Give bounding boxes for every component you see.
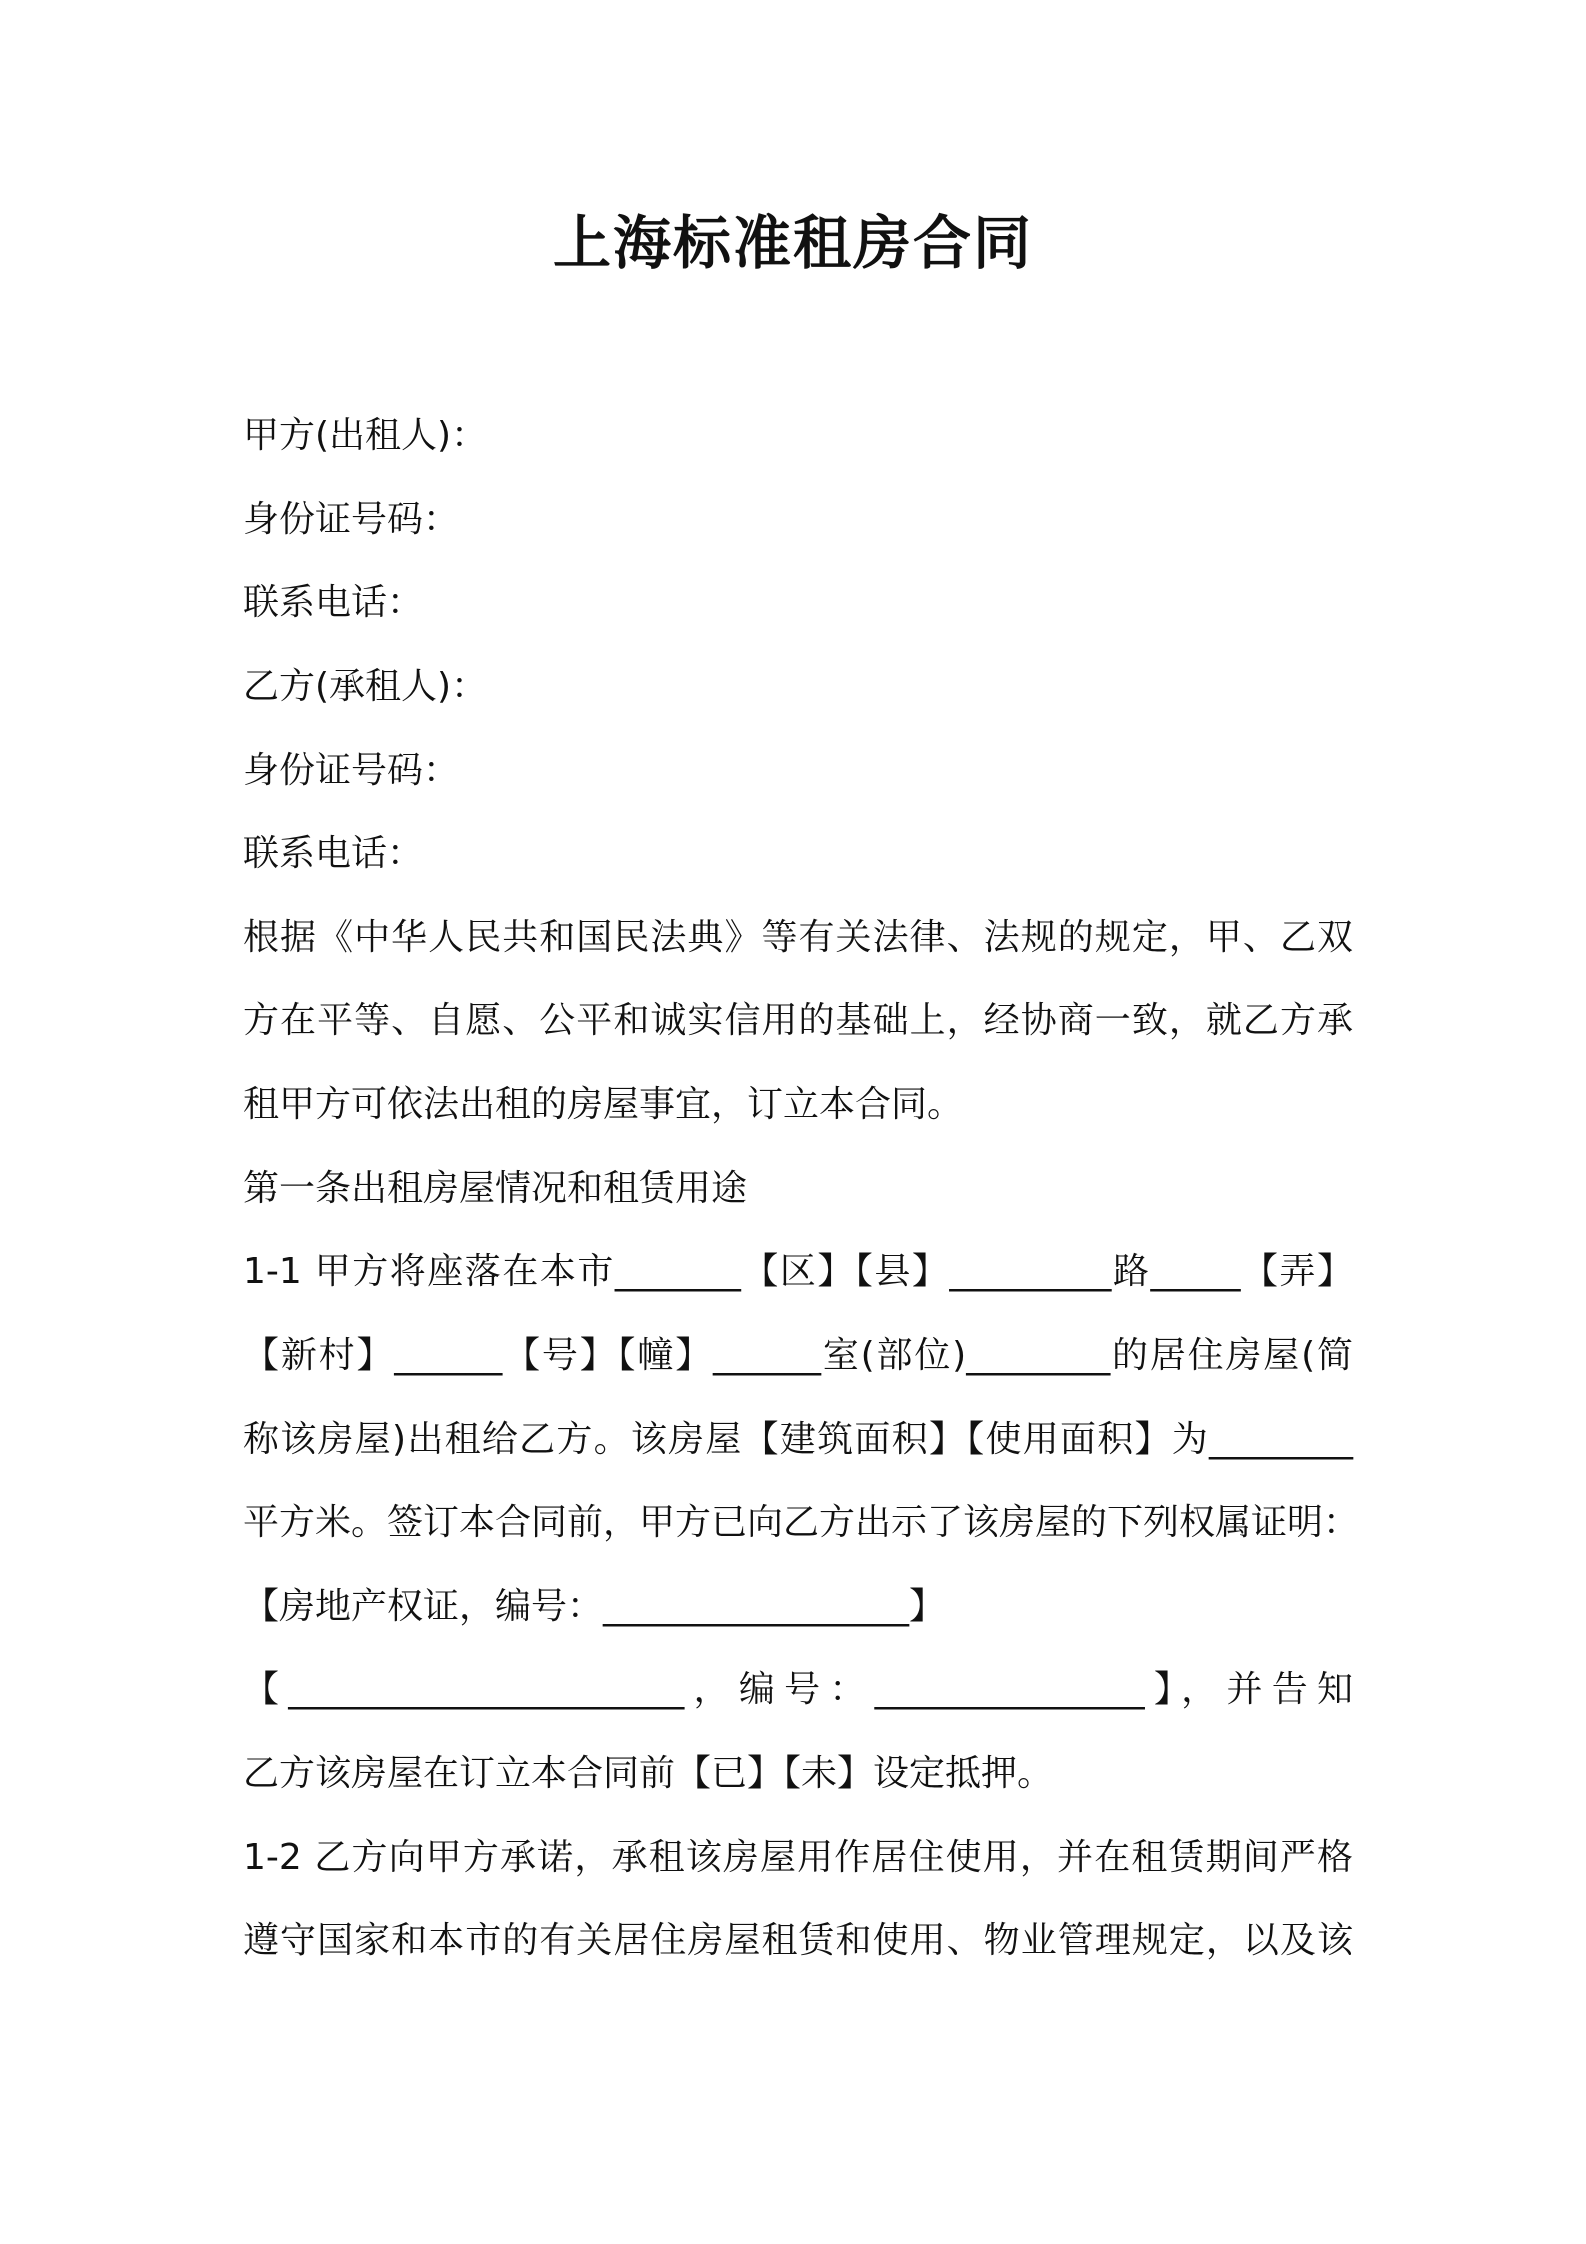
party-a-id-label: 身份证号码：	[243, 499, 460, 540]
clause-1-1-line: 1-1 甲方将座落在本市_______【区】【县】_________路_____【弄】	[243, 1251, 1353, 1292]
party-b-label: 乙方(承租人)：	[243, 666, 488, 707]
clause-1-1-line: 乙方该房屋在订立本合同前【已】【未】设定抵押。	[243, 1753, 1054, 1794]
preamble-line: 租甲方可依法出租的房屋事宜，订立本合同。	[243, 1084, 964, 1125]
clause-1-1-line: 【______________________，编号：_______________】，并告知	[243, 1669, 1353, 1710]
clause-1-2-line: 1-2 乙方向甲方承诺，承租该房屋用作居住使用，并在租赁期间严格	[243, 1837, 1353, 1878]
document-title: 上海标准租房合同	[552, 209, 1033, 277]
clause-1-1-line: 称该房屋)出租给乙方。该房屋【建筑面积】【使用面积】为________	[243, 1419, 1353, 1460]
clause-1-1-line: 【房地产权证，编号：_________________】	[243, 1586, 946, 1627]
clause-1-1-line: 平方米。签订本合同前，甲方已向乙方出示了该房屋的下列权属证明：	[243, 1502, 1360, 1543]
preamble-line: 根据《中华人民共和国民法典》等有关法律、法规的规定，甲、乙双	[243, 917, 1353, 958]
clause-1-2-line: 遵守国家和本市的有关居住房屋租赁和使用、物业管理规定，以及该	[243, 1920, 1353, 1961]
party-a-label: 甲方(出租人)：	[243, 415, 488, 456]
party-b-phone-label: 联系电话：	[243, 833, 424, 874]
clause-1-1-line: 【新村】______【号】【幢】______室(部位)________的居住房屋(简	[243, 1335, 1353, 1376]
preamble-line: 方在平等、自愿、公平和诚实信用的基础上，经协商一致，就乙方承	[243, 1000, 1353, 1041]
party-b-id-label: 身份证号码：	[243, 750, 460, 791]
article-1-heading: 第一条出租房屋情况和租赁用途	[243, 1168, 748, 1209]
party-a-phone-label: 联系电话：	[243, 582, 424, 623]
